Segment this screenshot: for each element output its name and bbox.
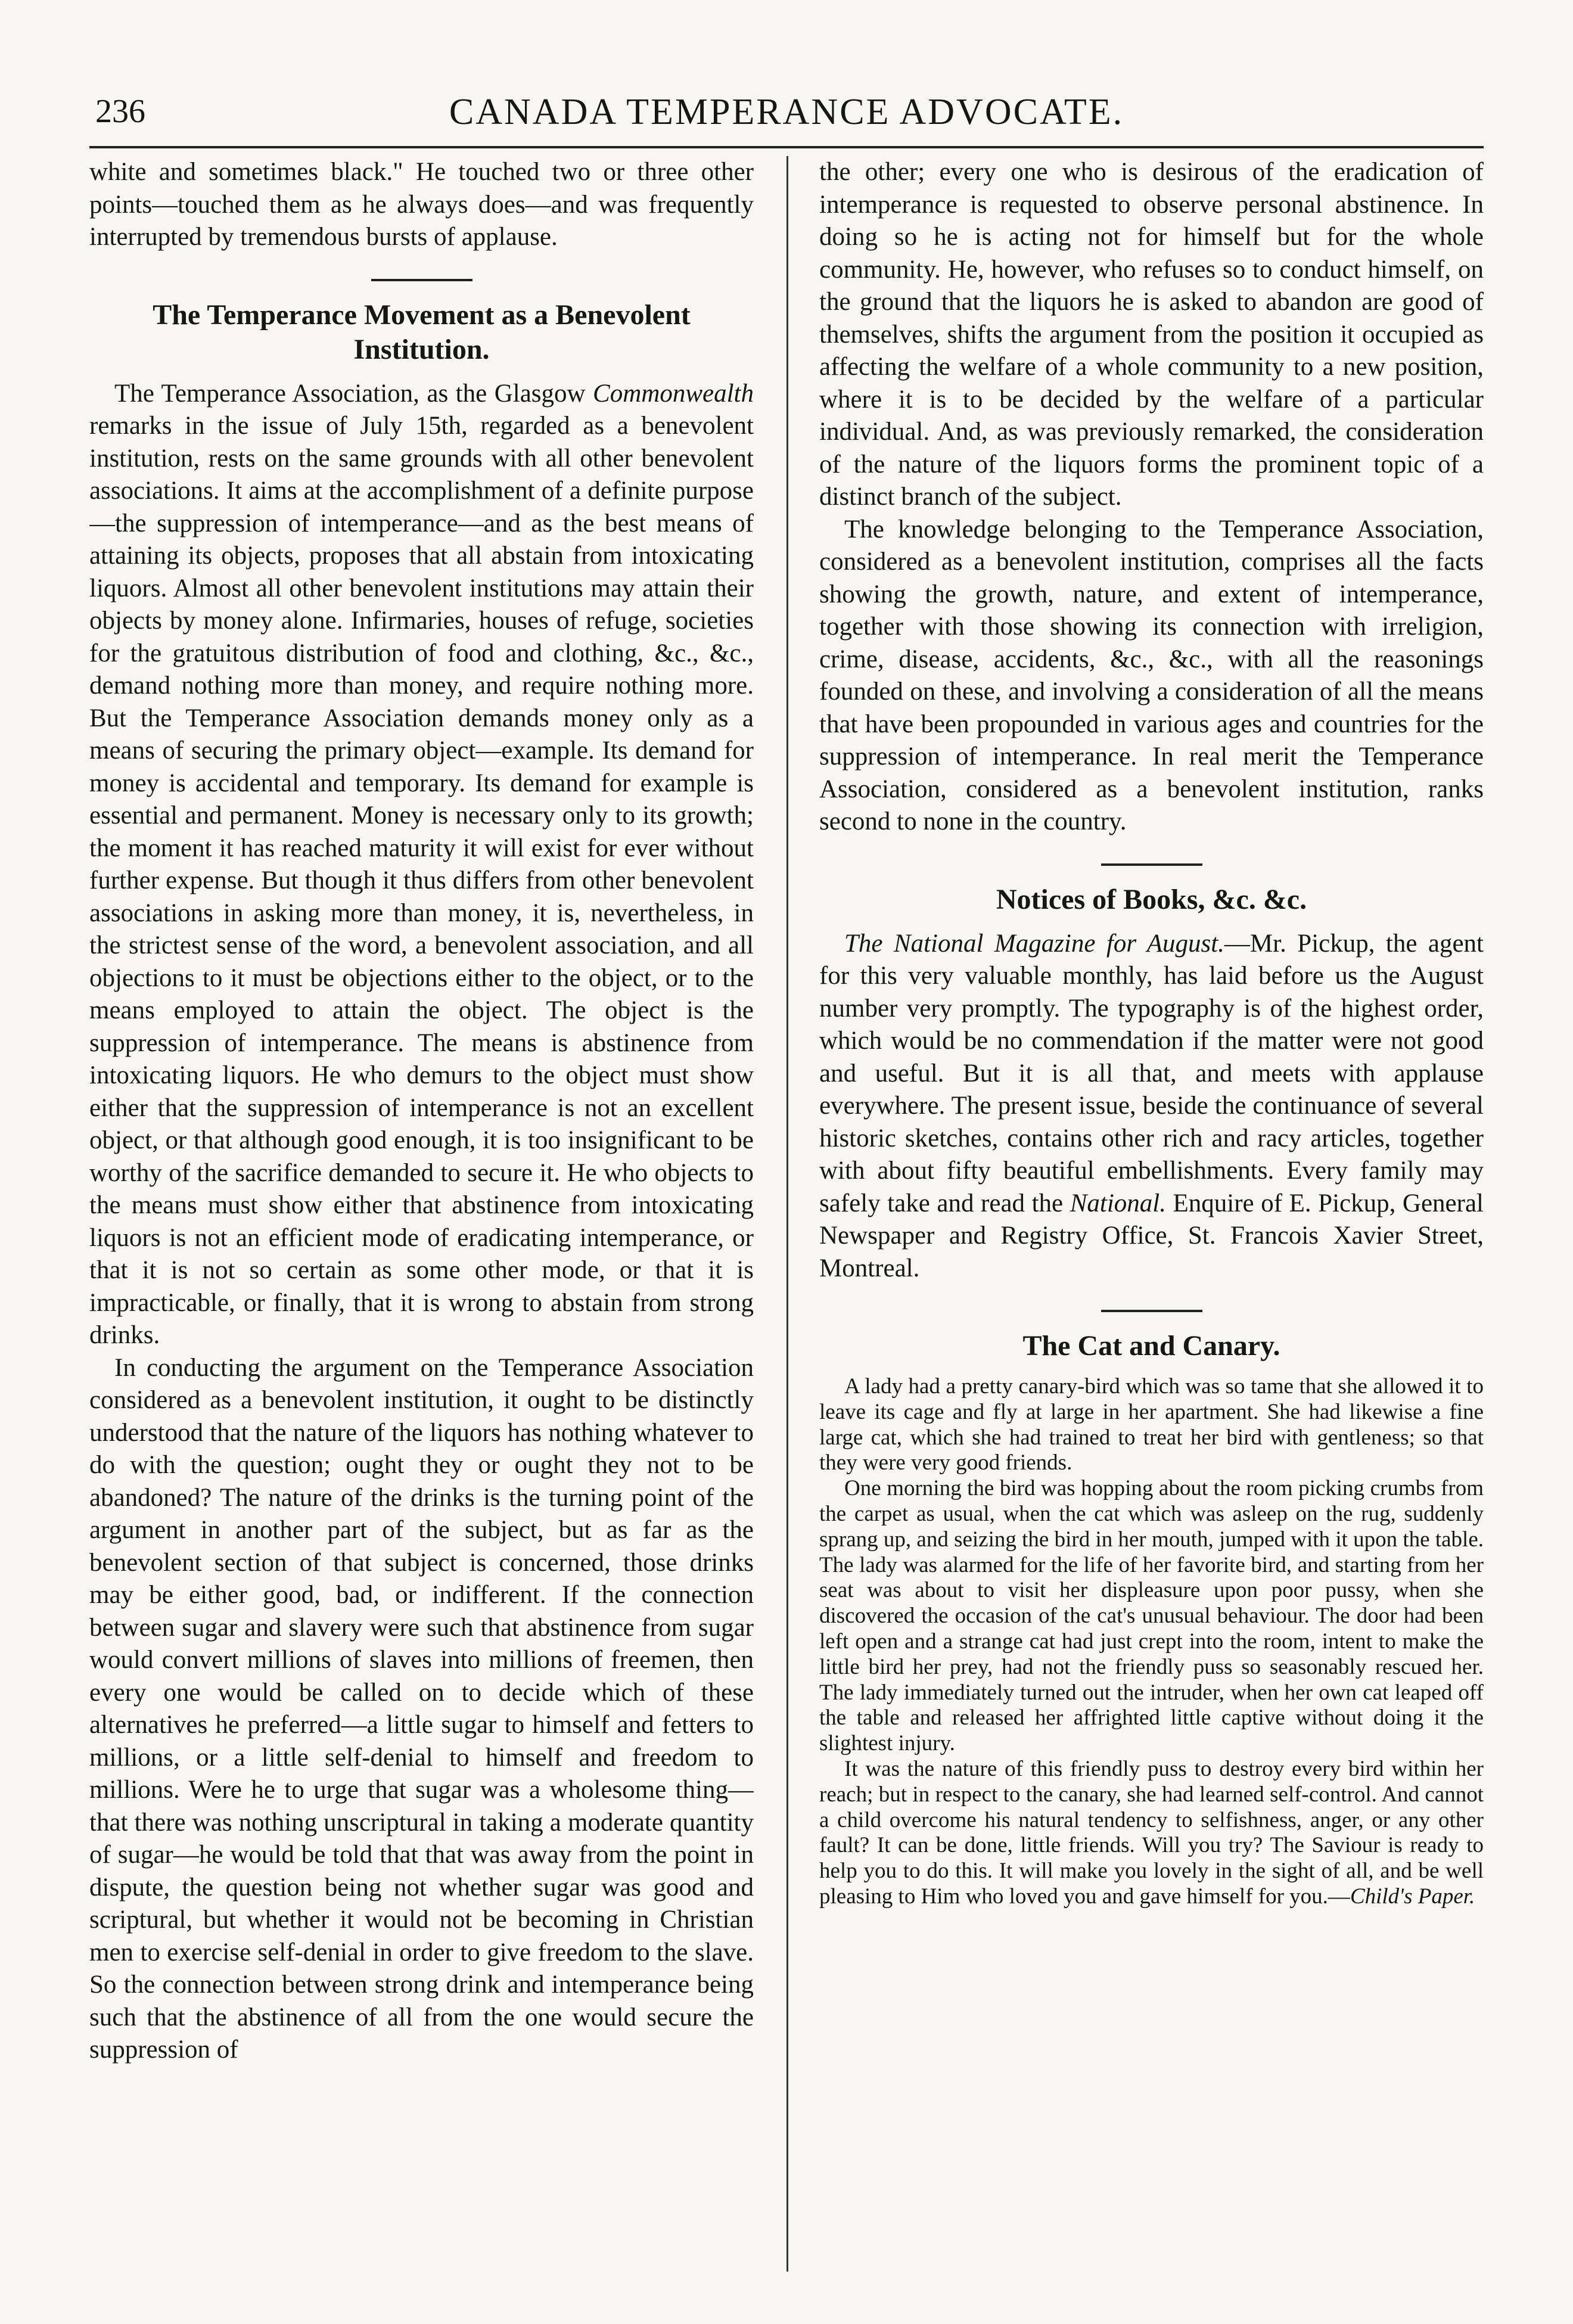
section-separator — [1101, 863, 1202, 866]
notices-paragraph — [819, 928, 1484, 1285]
cat-canary-title: The Cat and Canary. — [1022, 1330, 1280, 1362]
para1-rest: remarks in the issue of July 15th, regarded as a benevolent institution, rests on the same grounds with all other benevolent associations. It aims at the accomplishment of a definite purpose—the suppression of intemperance—and as the best means of attaining its objects, proposes that all abstain from intoxicating liquors. Almost all other benevolent institutions may attain their objects by money alone. Infirmaries, houses of refuge, societies for the gratuitous distribution of food and clothing, &c., &c., demand nothing more than money, and require nothing more. But the Temperance Association demands money only as a means of securing the primary object—example. Its demand for money is accidental and temporary. Its demand for example is essential and permanent. Money is necessary only to its growth; the moment it has reached maturity it will exist for ever without further expense. But though it thus differs from other benevolent associations in asking more than money, it is, nevertheless, in the strictest sense of the word, a benevolent association, and all objections to it must be objections either to the object, or to the means employed to attain the object. The object is the suppression of intemperance. The means is abstinence from intoxicating liquors. He who demurs to the object must show either that the suppression of intemperance is not an excellent object, or that although good enough, it is too insignificant to be worthy of the sacrifice demanded to secure it. He who objects to the means must show either that abstinence from intoxicating liquors is not an efficient mode of eradicating intemperance, or that it is not so certain as some other mode, or that it is impracticable, or finally, that it is wrong to abstain from strong drinks. — [89, 412, 754, 1349]
magazine-short-title: National. — [1070, 1189, 1166, 1217]
cat-paragraph-2: One morning the bird was hopping about the room picking crumbs from the carpet as usual, when the cat which was asleep on the rug, suddenly sprang up, and seizing the bird in her mouth, jumped with it upon the table. The lady was alarmed for the life of her favorite bird, and starting from her seat was about to visit her displeasure upon poor pussy, when she discovered the occasion of the cat's unusual behaviour. The door had been left open and a strange cat had just crept into the room, intent to make the little bird her prey, had not the friendly puss so seasonably rescued her. The lady immediately turned out the intruder, when her own cat leaped off the table and released her affrighted little captive without doing it the slightest injury. — [819, 1476, 1484, 1756]
columns — [89, 156, 1484, 2283]
page-number: 236 — [95, 93, 145, 130]
right-column — [819, 156, 1484, 2283]
continuation-paragraph: the other; every one who is desirous of the eradication of intemperance is requested to observe personal abstinence. In doing so he is acting not for himself but for the whole community. He, however, who refuses so to conduct himself, on the ground that the liquors he is asked to abandon are good of themselves, shifts the argument from the position it occupied as affecting the welfare of a whole community to a new position, where it is to be decided by the welfare of a particular individual. And, as was previously remarked, the consideration of the nature of the liquors forms the prominent topic of a distinct branch of the subject. — [819, 158, 1484, 511]
masthead: CANADA TEMPERANCE ADVOCATE. — [449, 92, 1124, 132]
source-credit: Child's Paper. — [1350, 1884, 1475, 1909]
page-header — [89, 80, 1484, 148]
para1-start: The Temperance Association, as the Glasgow — [114, 379, 593, 408]
article-title: The Temperance Movement as a Benevolent Institution. — [153, 299, 691, 365]
notices-title: Notices of Books, &c. &c. — [996, 883, 1307, 915]
article-paragraph-2: In conducting the argument on the Temperance Association considered as a benevolent institution, it ought to be distinctly understood that the nature of the liquors has nothing whatever to do with the question; ought they or ought they not to be abandoned? The nature of the drinks is the turning point of the argument in another part of the subject, but as far as the benevolent section of that subject is concerned, those drinks may be either good, bad, or indifferent. If the connection between sugar and slavery were such that abstinence from sugar would convert millions of slaves into millions of freemen, then every one would be called on to decide which of these alternatives he preferred—a little sugar to himself and fetters to millions, or a little self-denial to himself and freedom to millions. Were he to urge that sugar was a wholesome thing—that there was nothing unscriptural in taking a moderate quantity of sugar—he would be told that that was away from the point in dispute, the question being not whether sugar was good and scriptural, but whether it would not be becoming in Christian men to exercise self-denial in order to give freedom to the slave. So the connection between strong drink and intemperance being such that the abstinence of all from the one would secure the suppression of — [89, 1353, 754, 2064]
knowledge-paragraph: The knowledge belonging to the Temperance Association, considered as a benevolent institution, comprises all the facts showing the growth, nature, and extent of intemperance, together with those showing its connection with irreligion, crime, disease, accidents, &c., &c., with all the reasonings founded on these, and involving a consideration of all the means that have been propounded in various ages and countries for the suppression of intemperance. In real merit the Temperance Association, considered as a benevolent institution, ranks second to none in the country. — [819, 515, 1484, 835]
cat-paragraph-3 — [819, 1757, 1484, 1910]
column-divider — [786, 156, 788, 2272]
opening-paragraph: white and sometimes black." He touched two or three other points—touched them as he always does—and was frequently interrupted by tremendous bursts of applause. — [89, 158, 754, 251]
magazine-title: The National Magazine for August. — [844, 929, 1224, 958]
article-paragraph-1 — [89, 378, 754, 1352]
cat-paragraph-1: A lady had a pretty canary-bird which was so tame that she allowed it to leave its cage and fly at large in her apartment. She had likewise a fine large cat, which she had trained to treat her bird with gentleness; so that they were very good friends. — [819, 1374, 1484, 1475]
notices-body-2: Enquire of E. Pickup, General Newspaper and Registry Office, St. Francois Xavier Street, Montreal. — [819, 1189, 1484, 1282]
section-separator — [1101, 1310, 1202, 1312]
publication-name: Commonwealth — [593, 379, 754, 408]
notices-body-1: —Mr. Pickup, the agent for this very valuable monthly, has laid before us the August number very promptly. The typography is of the highest order, which would be no commendation if the matter were not good and useful. But it is all that, and meets with applause everywhere. The present issue, beside the continuance of several historic sketches, contains other rich and racy articles, together with about fifty beautiful embellishments. Every family may safely take and read the — [819, 929, 1484, 1217]
section-separator — [371, 279, 472, 281]
left-column — [89, 156, 754, 2283]
cat-p3-body: It was the nature of this friendly puss to destroy every bird within her reach; but in respect to the canary, she had learned self-control. And cannot a child overcome his natural tendency to selfishness, anger, or any other fault? It can be done, little friends. Will you try? The Saviour is ready to help you to do this. It will make you lovely in the sight of all, and be well pleasing to Him who loved you and gave himself for you.— — [819, 1756, 1484, 1909]
